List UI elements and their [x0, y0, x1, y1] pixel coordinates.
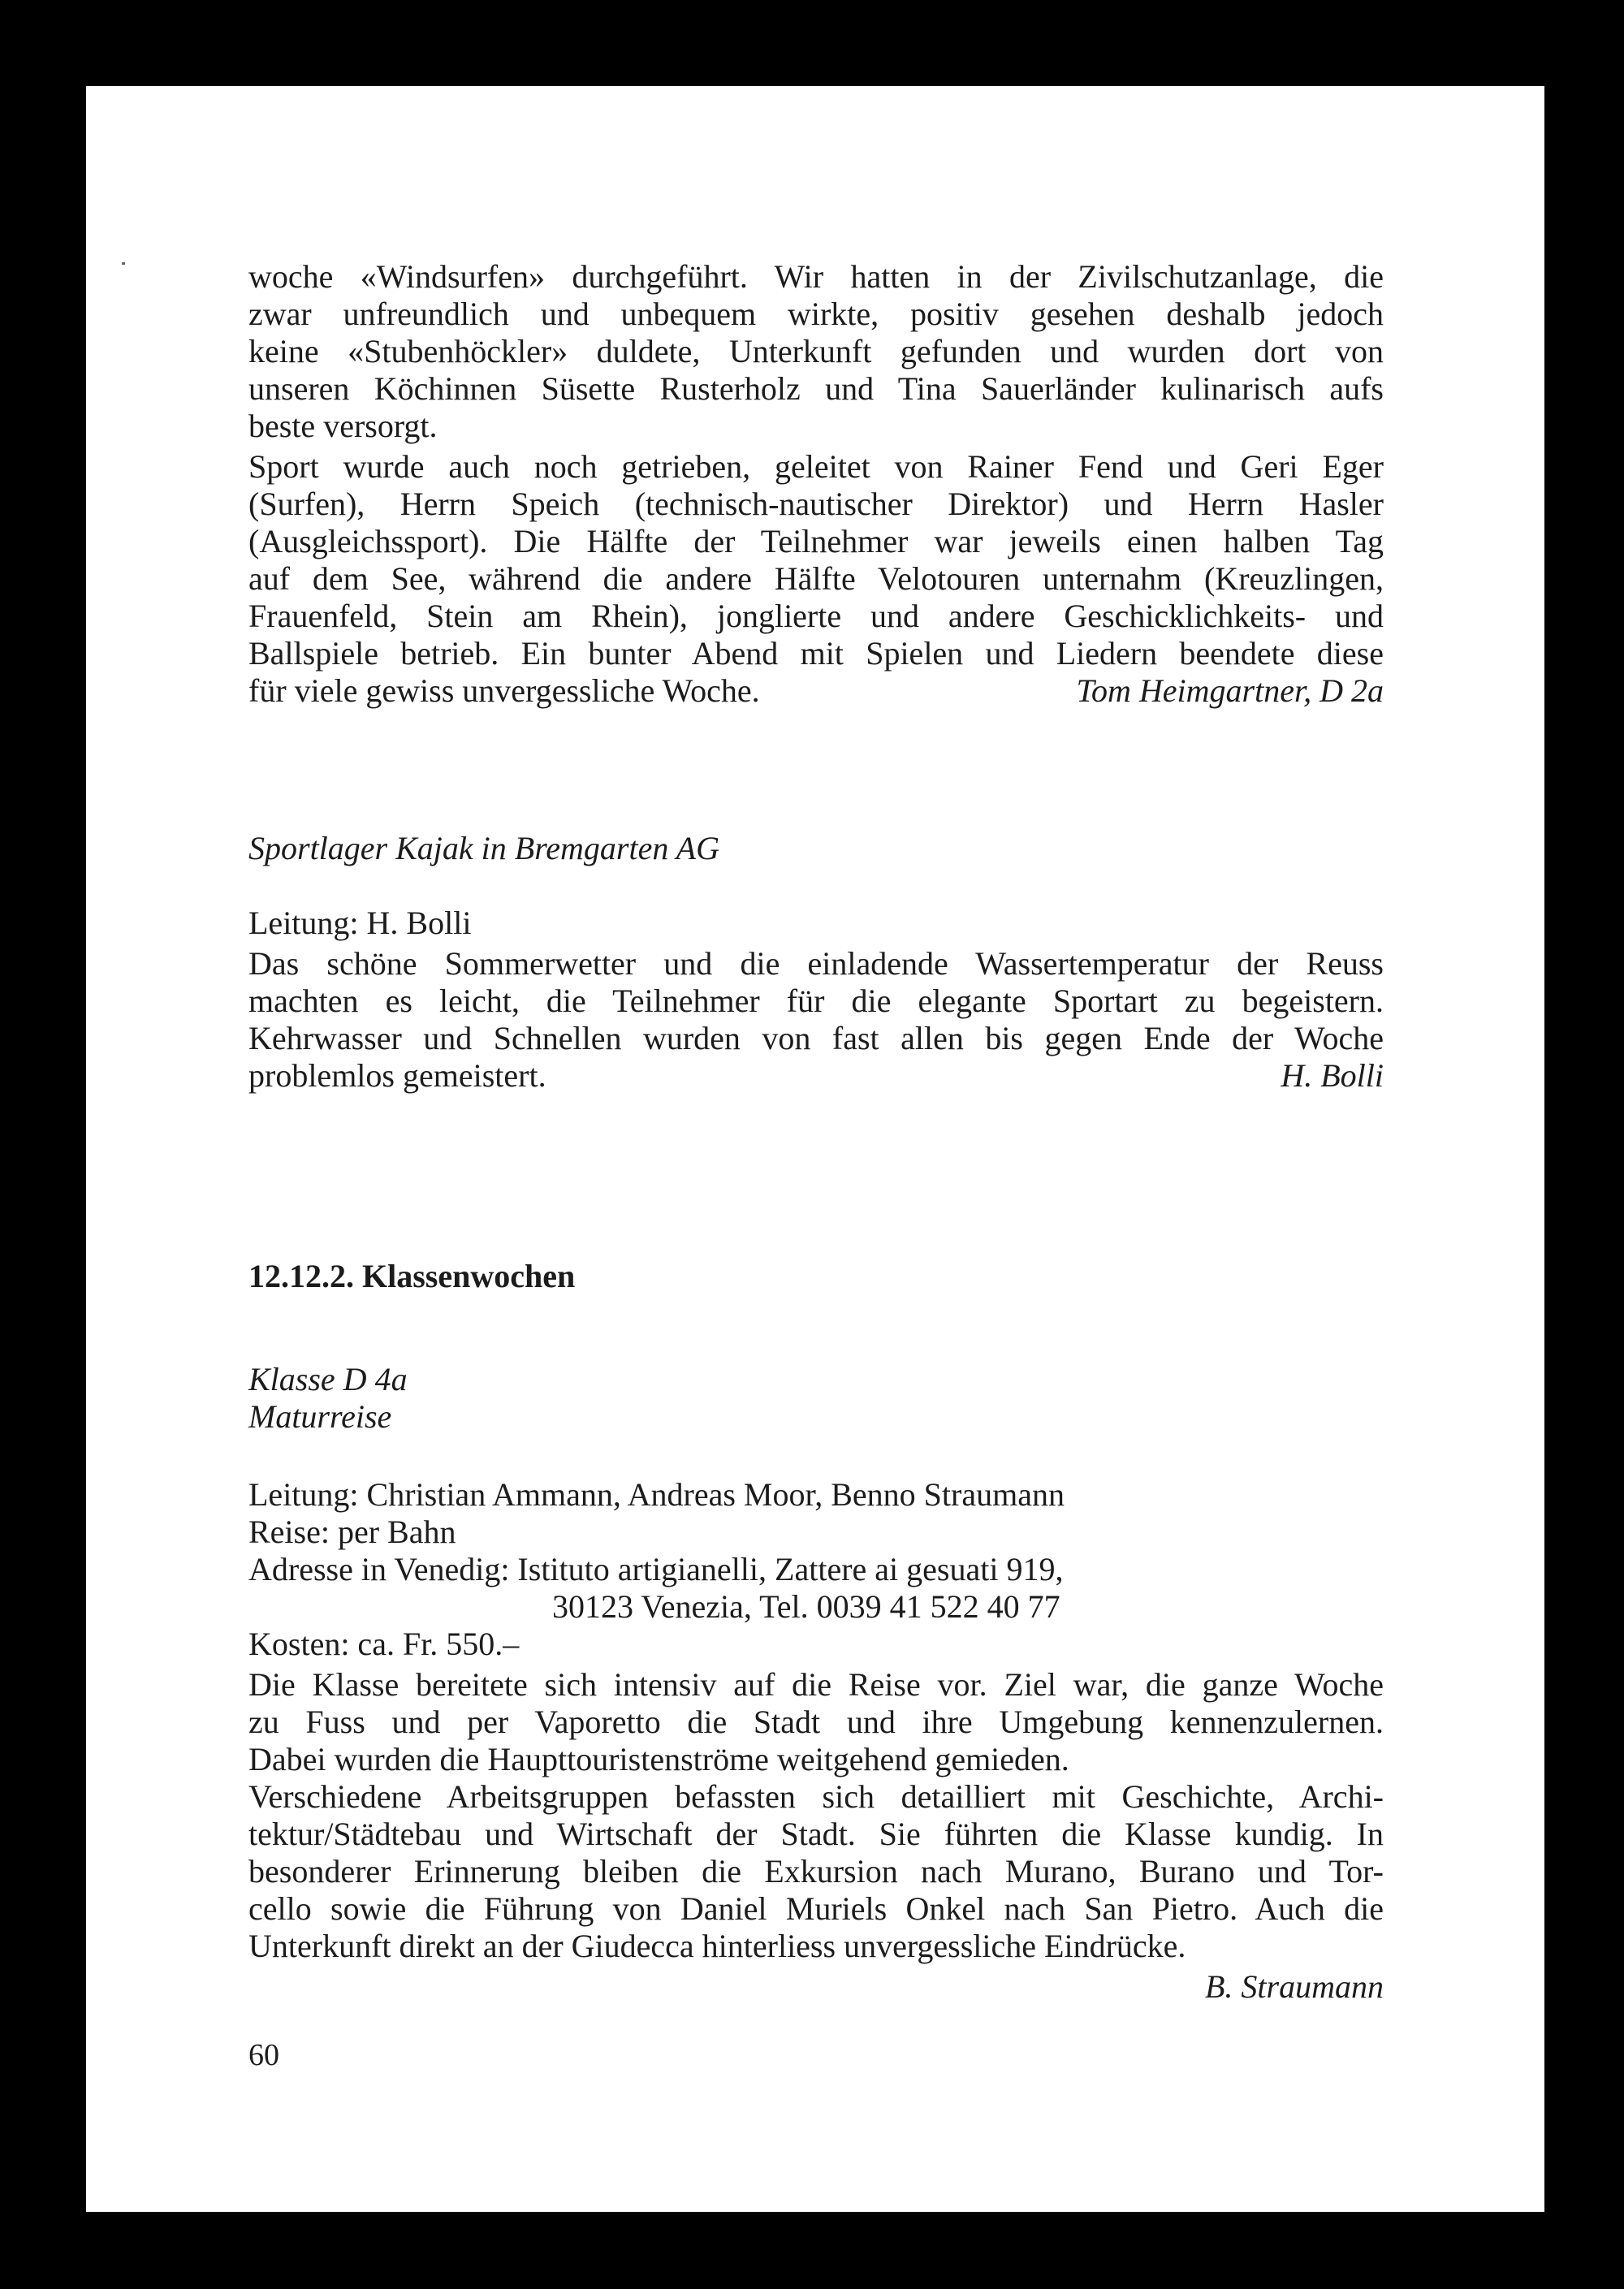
- text-line: Ballspiele betrieb. Ein bunter Abend mit Spielen und Liedern beendete diese: [248, 635, 1384, 672]
- text-line: Sport wurde auch noch getrieben, geleitet von Rainer Fend und Geri Eger: [248, 448, 1384, 485]
- klasse-title: Klasse D 4a: [248, 1361, 408, 1397]
- klasse-leitung: Leitung: Christian Ammann, Andreas Moor, Benno Straumann: [248, 1476, 1065, 1513]
- text-line: problemlos gemeistert.: [248, 1057, 546, 1094]
- text-line: Unterkunft direkt an der Giudecca hinterliess unvergessliche Eindrücke.: [248, 1928, 1186, 1964]
- signature-tom-heimgartner: Tom Heimgartner, D 2a: [1076, 672, 1384, 709]
- text-line: auf dem See, während die andere Hälfte Velotouren unternahm (Kreuzlingen,: [248, 560, 1384, 597]
- text-line: Verschiedene Arbeitsgruppen befassten sich detailliert mit Geschichte, Archi-: [248, 1778, 1384, 1815]
- text-line: Kehrwasser und Schnellen wurden von fast allen bis gegen Ende der Woche: [248, 1020, 1384, 1056]
- text-line: (Ausgleichssport). Die Hälfte der Teilnehmer war jeweils einen halben Tag: [248, 523, 1384, 559]
- text-line-with-signature: [248, 1057, 1384, 1095]
- signature-text: B. Straumann: [1205, 1968, 1384, 2005]
- text-line: zu Fuss und per Vaporetto die Stadt und ihre Umgebung kennenzulernen.: [248, 1704, 1384, 1740]
- klasse-kosten: Kosten: ca. Fr. 550.–: [248, 1626, 520, 1662]
- text-line: besonderer Erinnerung bleiben die Exkursion nach Murano, Burano und Tor-: [248, 1853, 1384, 1890]
- klasse-reise: Reise: per Bahn: [248, 1514, 456, 1550]
- text-line: (Surfen), Herrn Speich (technisch-nautischer Direktor) und Herrn Hasler: [248, 486, 1384, 522]
- section-heading: 12.12.2. Klassenwochen: [248, 1258, 576, 1294]
- text-line: unseren Köchinnen Süsette Rusterholz und Tina Sauerländer kulinarisch aufs: [248, 370, 1384, 407]
- text-line: Dabei wurden die Haupttouristenströme weitgehend gemieden.: [248, 1741, 1069, 1777]
- text-line: cello sowie die Führung von Daniel Muriels Onkel nach San Pietro. Auch die: [248, 1890, 1384, 1927]
- page-number: 60: [248, 2038, 279, 2072]
- text-line: Das schöne Sommerwetter und die einladende Wassertemperatur der Reuss: [248, 945, 1384, 982]
- text-line-with-signature: [248, 672, 1384, 710]
- klasse-adresse-cont: 30123 Venezia, Tel. 0039 41 522 40 77: [552, 1588, 1060, 1625]
- text-line: beste versorgt.: [248, 408, 438, 444]
- text-line: tektur/Städtebau und Wirtschaft der Stadt. Sie führten die Klasse kundig. In: [248, 1816, 1384, 1852]
- scan-speck: [122, 262, 125, 265]
- text-line: für viele gewiss unvergessliche Woche.: [248, 672, 760, 709]
- signature-b-straumann: [248, 1968, 1384, 2006]
- text-line: Frauenfeld, Stein am Rhein), jonglierte und andere Geschicklichkeits- und: [248, 598, 1384, 634]
- kajak-leitung: Leitung: H. Bolli: [248, 905, 472, 941]
- klasse-adresse: Adresse in Venedig: Istituto artigianelli, Zattere ai gesuati 919,: [248, 1551, 1064, 1587]
- kajak-title: Sportlager Kajak in Bremgarten AG: [248, 830, 719, 866]
- text-line: keine «Stubenhöckler» duldete, Unterkunft gefunden und wurden dort von: [248, 333, 1384, 369]
- text-line: woche «Windsurfen» durchgeführt. Wir hatten in der Zivilschutzanlage, die: [248, 258, 1384, 295]
- text-line: Die Klasse bereitete sich intensiv auf die Reise vor. Ziel war, die ganze Woche: [248, 1666, 1384, 1703]
- text-line: machten es leicht, die Teilnehmer für die elegante Sportart zu begeistern.: [248, 983, 1384, 1019]
- signature-h-bolli: H. Bolli: [1281, 1057, 1384, 1094]
- text-line: zwar unfreundlich und unbequem wirkte, positiv gesehen deshalb jedoch: [248, 296, 1384, 332]
- klasse-subtitle: Maturreise: [248, 1398, 392, 1435]
